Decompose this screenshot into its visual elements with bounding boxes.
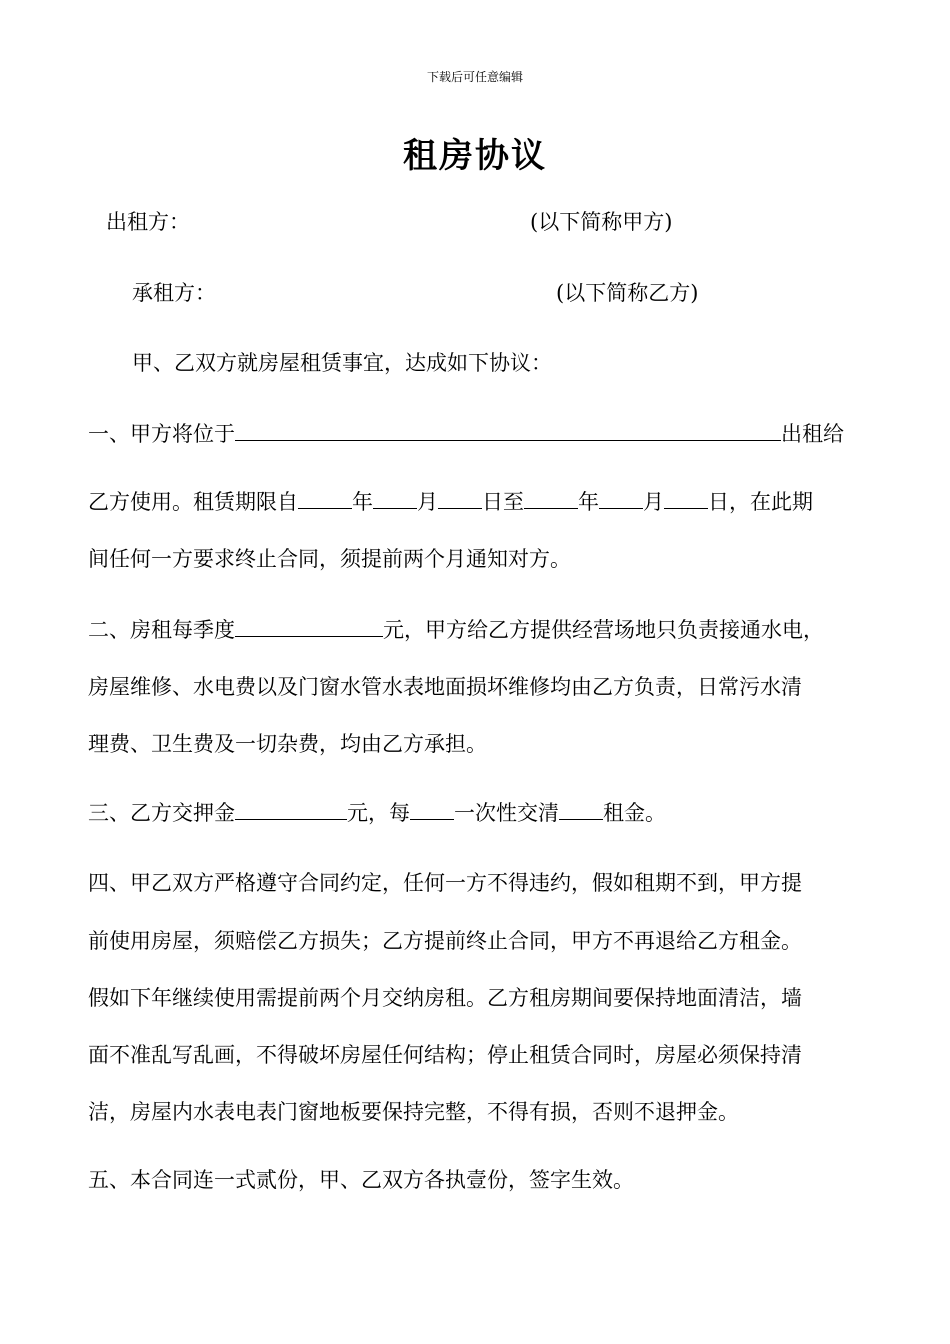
clause2-line1 bbox=[88, 615, 824, 644]
clause4-line5: 洁，房屋内水表电表门窗地板要保持完整，不得有损，否则不退押金。 bbox=[88, 1100, 739, 1124]
rent-amount-blank bbox=[559, 798, 603, 820]
clause1-text-b: 出租给 bbox=[781, 422, 844, 446]
end-year-blank bbox=[524, 487, 578, 509]
clause1-l2-end: 日，在此期 bbox=[708, 490, 813, 514]
document-title: 租房协议 bbox=[403, 136, 547, 176]
end-month-blank bbox=[599, 487, 643, 509]
start-year-blank bbox=[298, 487, 352, 509]
clause4-line1: 四、甲乙双方严格遵守合同约定，任何一方不得违约，假如租期不到，甲方提 bbox=[88, 871, 802, 895]
clause4-line3: 假如下年继续使用需提前两个月交纳房租。乙方租房期间要保持地面清洁，墙 bbox=[88, 986, 802, 1010]
clause3-line bbox=[88, 798, 666, 827]
lessee-alias: (以下简称乙方) bbox=[556, 281, 699, 305]
address-blank bbox=[235, 419, 781, 441]
month-label-2: 月 bbox=[643, 490, 664, 514]
clause3-text-c: 一次性交清 bbox=[454, 801, 559, 825]
lessor-label: 出租方： bbox=[106, 210, 190, 234]
year-label-2: 年 bbox=[578, 490, 599, 514]
clause1-l2-a: 乙方使用。租赁期限自 bbox=[88, 490, 298, 514]
start-day-blank bbox=[438, 487, 482, 509]
intro-text: 甲、乙双方就房屋租赁事宜，达成如下协议： bbox=[132, 351, 552, 375]
clause2-line3: 理费、卫生费及一切杂费，均由乙方承担。 bbox=[88, 732, 487, 756]
end-day-blank bbox=[664, 487, 708, 509]
clause1-line2 bbox=[88, 487, 813, 516]
period-blank bbox=[410, 798, 454, 820]
clause4-line2: 前使用房屋，须赔偿乙方损失；乙方提前终止合同，甲方不再退给乙方租金。 bbox=[88, 929, 802, 953]
clause2-line2: 房屋维修、水电费以及门窗水管水表地面损坏维修均由乙方负责，日常污水清 bbox=[88, 675, 802, 699]
clause3-text-a: 三、乙方交押金 bbox=[88, 801, 235, 825]
start-month-blank bbox=[373, 487, 417, 509]
deposit-blank bbox=[235, 798, 347, 820]
clause1-text-a: 一、甲方将位于 bbox=[88, 422, 235, 446]
month-label-1: 月 bbox=[417, 490, 438, 514]
header-note: 下载后可任意编辑 bbox=[426, 70, 523, 84]
clause3-text-b: 元，每 bbox=[347, 801, 410, 825]
clause2-text-a: 二、房租每季度 bbox=[88, 618, 235, 642]
clause2-text-b: 元，甲方给乙方提供经营场地只负责接通水电， bbox=[383, 618, 824, 642]
quarterly-rent-blank bbox=[235, 615, 383, 637]
clause1-line1 bbox=[88, 419, 844, 448]
year-label-1: 年 bbox=[352, 490, 373, 514]
lessor-alias: (以下简称甲方) bbox=[530, 210, 673, 234]
lessee-label: 承租方： bbox=[132, 281, 216, 305]
clause5-line: 五、本合同连一式贰份，甲、乙双方各执壹份，签字生效。 bbox=[88, 1168, 634, 1192]
clause4-line4: 面不准乱写乱画，不得破坏房屋任何结构；停止租赁合同时，房屋必须保持清 bbox=[88, 1043, 802, 1067]
clause1-line3: 间任何一方要求终止合同，须提前两个月通知对方。 bbox=[88, 547, 571, 571]
clause3-text-d: 租金。 bbox=[603, 801, 666, 825]
day-to-label: 日至 bbox=[482, 490, 524, 514]
